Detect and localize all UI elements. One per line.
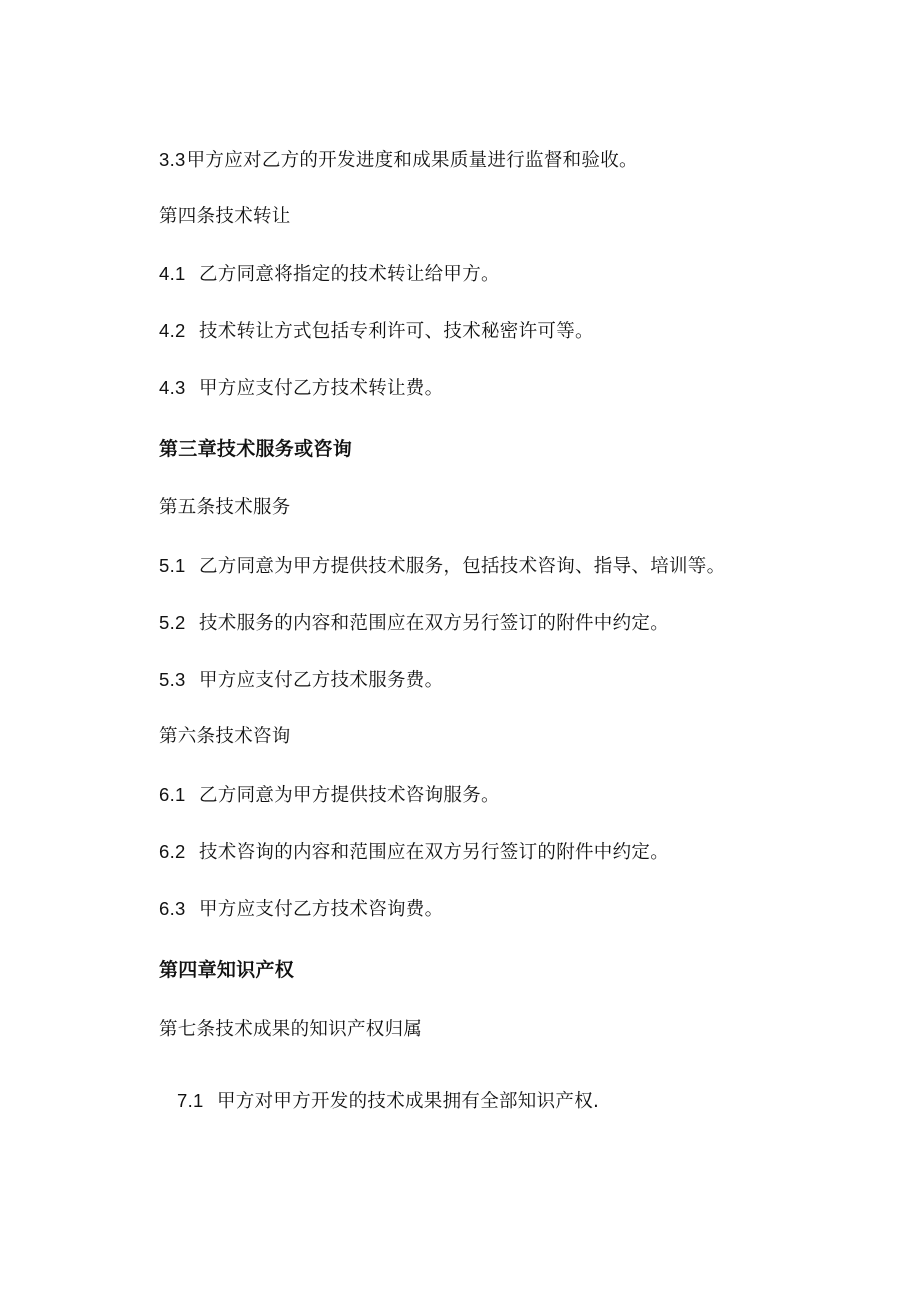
clause-4-3 [159, 376, 443, 401]
clause-5-1 [159, 554, 725, 579]
clause-text: 甲方对甲方开发的技术成果拥有全部知识产权. [217, 1091, 600, 1112]
article-5-heading: 第五条技术服务 [159, 497, 291, 518]
clause-text: 甲方应支付乙方技术服务费。 [199, 670, 444, 691]
clause-number: 6.2 [159, 841, 186, 862]
clause-number: 5.2 [159, 612, 186, 633]
chapter-3-heading: 第三章技术服务或咨询 [159, 438, 353, 460]
clause-5-2 [159, 611, 669, 636]
clause-text: 技术转让方式包括专利许可、技术秘密许可等。 [199, 321, 594, 342]
clause-text: 技术服务的内容和范围应在双方另行签订的附件中约定。 [199, 613, 670, 634]
chapter-4-heading: 第四章知识产权 [159, 959, 295, 981]
clause-number: 6.1 [159, 784, 186, 805]
clause-3-3 [159, 148, 638, 173]
clause-number: 4.1 [159, 263, 186, 284]
clause-number: 5.1 [159, 555, 186, 576]
clause-4-2 [159, 319, 594, 344]
clause-5-3 [159, 668, 443, 693]
clause-text: 乙方同意为甲方提供技术咨询服务。 [199, 785, 500, 806]
clause-number: 5.3 [159, 669, 186, 690]
article-7-heading: 第七条技术成果的知识产权归属 [159, 1019, 423, 1040]
clause-number: 3.3 [159, 149, 186, 170]
article-4-heading: 第四条技术转让 [159, 206, 291, 227]
clause-text: 技术咨询的内容和范围应在双方另行签订的附件中约定。 [199, 842, 670, 863]
clause-6-1 [159, 783, 500, 808]
clause-number: 7.1 [177, 1090, 204, 1111]
clause-text: 甲方应对乙方的开发进度和成果质量进行监督和验收。 [186, 150, 638, 171]
clause-number: 4.3 [159, 377, 186, 398]
clause-6-3 [159, 897, 443, 922]
clause-number: 6.3 [159, 898, 186, 919]
clause-text: 乙方同意将指定的技术转让给甲方。 [199, 264, 500, 285]
clause-6-2 [159, 840, 669, 865]
clause-text: 甲方应支付乙方技术咨询费。 [199, 899, 444, 920]
clause-4-1 [159, 262, 500, 287]
clause-7-1 [177, 1089, 599, 1114]
clause-text: 甲方应支付乙方技术转让费。 [199, 378, 444, 399]
article-6-heading: 第六条技术咨询 [159, 726, 291, 747]
clause-text: 乙方同意为甲方提供技术服务，包括技术咨询、指导、培训等。 [199, 556, 726, 577]
clause-number: 4.2 [159, 320, 186, 341]
